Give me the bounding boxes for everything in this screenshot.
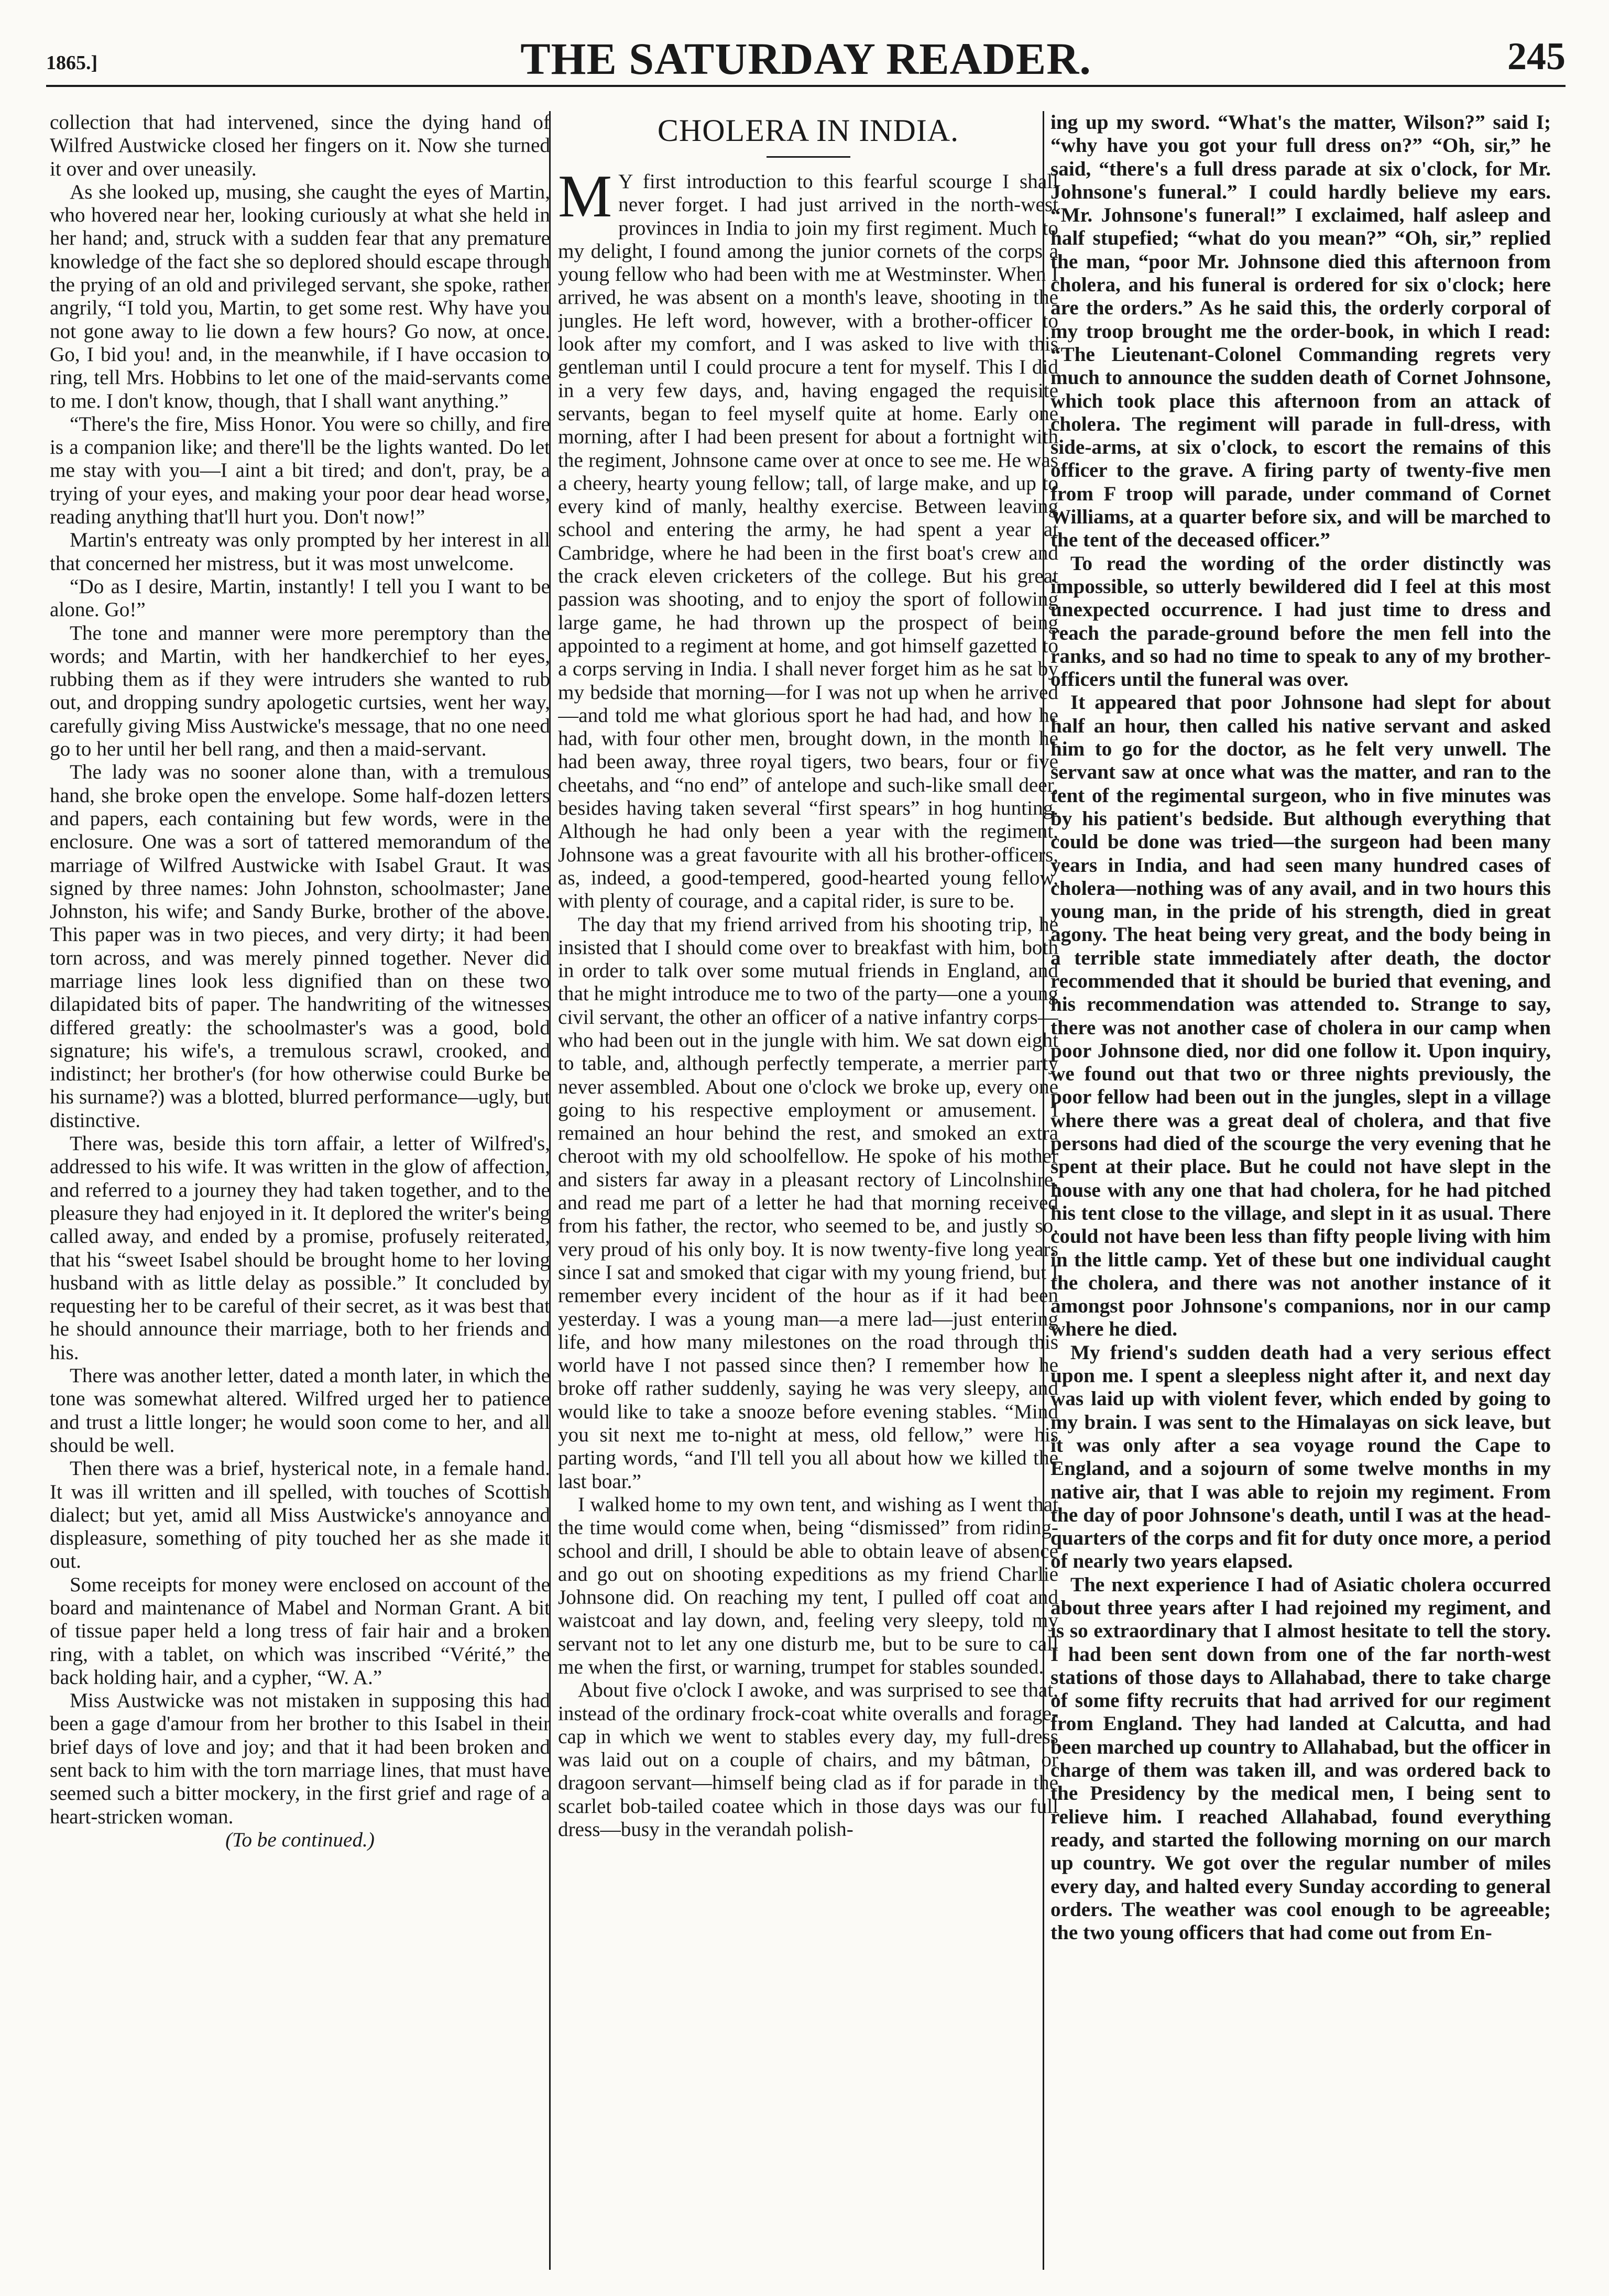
article-paragraph: It appeared that poor Johnsone had slept for about half an hour, then called his native servant and asked him to go for the doctor, as he felt very unwell. The servant saw at once what was the matter, and ran to the tent of the regimental surgeon, who in five minutes was by his patient's bedside. But although everything that could be done was tried—the surgeon had been many years in India, and had seen many hundred cases of cholera—nothing was of any avail, and in two hours this young man, in the pride of his strength, died in great agony. The heat being very great, and the body being in a terrible state immediately after death, the doctor recommended that it should be buried that evening, and his recommendation was attended to. Strange to say, there was not another case of cholera in our camp when poor Johnsone died, nor did one follow it. Upon inquiry, we found out that two or three nights previously, the poor fellow had been out in the jungles, slept in a village where there was a great deal of cholera, and that five persons had died of the scourge the very evening that he spent at their place. But he could not have slept in the house with any one that had cholera, for he had pitched his tent close to the village, and slept in it as usual. There could not have been less than fifty people living with him in the little camp. Yet of these but one individual caught the cholera, and there was not another instance of it amongst poor Johnsone's companions, nor in our camp where he died. xyxy=(1050,691,1551,1341)
issue-year: 1865.] xyxy=(46,52,98,74)
publication-title: THE SATURDAY READER. xyxy=(520,34,1091,84)
masthead-rule xyxy=(46,85,1566,87)
masthead xyxy=(46,30,1566,83)
article-paragraph: My friend's sudden death had a very serious effect upon me. I spent a sleepless night after it, and next day was laid up with violent fever, which ended by going to my brain. I was sent to the Himalayas on sick leave, but it was only after a sea voyage round the Cape to England, and a sojourn of some twelve months in my native air, that I was able to rejoin my regiment. From the day of poor Johnsone's death, until I was at the head-quarters of the corps and fit for duty once more, a period of nearly two years elapsed. xyxy=(1050,1341,1551,1573)
to-be-continued: (To be continued.) xyxy=(225,1828,375,1851)
article-paragraph-text: Y first introduction to this fearful scourge I shall never forget. I had just arrived in the north-west provinces in India to join my first regiment. Much to my delight, I found among the junior cornets of the corps a young fellow who had been with me at Westminster. When I arrived, he was absent on a month's leave, shooting in the jungles. He left word, however, with a brother-officer to look after my comfort, and I was asked to live with this gentleman until I could procure a tent for myself. This I did in a very few days, and, having engaged the requisite servants, began to feel myself quite at home. Early one morning, after I had been present for about a fortnight with the regiment, Johnsone came over at once to see me. He was a cheery, hearty young fellow; tall, of large make, and up to every kind of manly, healthy exercise. Between leaving school and entering the army, he had spent a year at Cambridge, where he had been in the first boat's crew and the crack eleven cricketers of the college. But his great passion was shooting, and to enjoy the sport of following large game, he had thrown up the prospect of being appointed to a regiment at home, and got himself gazetted to a corps serving in India. I shall never forget him as he sat by my bedside that morning—for I was not up when he arrived—and told me what glorious sport he had had, and how he had, with four other men, brought down, in the month he had been away, three royal tigers, two bears, four or five cheetahs, and “no end” of antelope and such-like small deer, besides having taken several “first spears” in hog hunting. Although he had only been a year with the regiment, Johnsone was a great favourite with all his brother-officers, as, indeed, a good-tempered, good-hearted young fellow, with plenty of courage, and a capital rider, is sure to be. xyxy=(558,170,1058,913)
page-number: 245 xyxy=(1507,35,1566,78)
article-paragraph: ing up my sword. “What's the matter, Wilson?” said I; “why have you got your full dress on?” “Oh, sir,” he said, “there's a full dress parade at six o'clock, for Mr. Johnsone's funeral.” I could hardly believe my ears. “Mr. Johnsone's funeral!” I exclaimed, half asleep and half stupefied; “what do you mean?” “Oh, sir,” replied the man, “poor Mr. Johnsone died this afternoon from cholera, and his funeral is ordered for six o'clock; here are the orders.” As he said this, the orderly corporal of my troop brought me the order-book, in which I read: “The Lieutenant-Colonel Commanding regrets very much to announce the sudden death of Cornet Johnsone, which took place this afternoon from an attack of cholera. The regiment will parade in full-dress, with side-arms, at six o'clock, to escort the remains of this officer to the grave. A firing party of twenty-five men from F troop will parade, under command of Cornet Williams, at a quarter before six, and will be marched to the tent of the deceased officer.” xyxy=(1050,111,1551,552)
drop-cap: M xyxy=(558,163,612,230)
story-paragraph: There was, beside this torn affair, a letter of Wilfred's, addressed to his wife. It was written in the glow of affection, and referred to a journey they had taken together, and to the pleasure they had enjoyed in it. It deplored the writer's being called away, and ended by a promise, profusely reiterated, that his “sweet Isabel should be brought home to her loving husband with as little delay as possible.” It concluded by requesting her to be careful of their secret, as it was best that he should announce their marriage, both to her friends and his. xyxy=(50,1132,550,1364)
story-paragraph: “There's the fire, Miss Honor. You were so chilly, and fire is a companion like; and there'll be the lights wanted. Do let me stay with you—I aint a bit tired; and don't, pray, be a trying of your eyes, and making your poor dear head worse, reading anything that'll hurt you. Don't now!” xyxy=(50,412,550,529)
column-cholera-continued xyxy=(1050,111,1551,2265)
story-paragraph: Miss Austwicke was not mistaken in supposing this had been a gage d'amour from her brother to this Isabel in their brief days of love and joy; and that it had been broken and sent back to him with the torn marriage lines, that must have seemed such a bitter mockery, in the first grief and rage of a heart-stricken woman. xyxy=(50,1689,550,1828)
story-paragraph: collection that had intervened, since the dying hand of Wilfred Austwicke closed her fingers on it. Now she turned it over and over uneasily. xyxy=(50,111,550,180)
story-paragraph: As she looked up, musing, she caught the eyes of Martin, who hovered near her, looking curiously at what she held in her hand; and, struck with a sudden fear that any premature knowledge of the fact she so deplored should escape through the prying of an old and privileged servant, she spoke, rather angrily, “I told you, Martin, to get some rest. Why have you not gone away to lie down a few hours? Go now, at once. Go, I bid you! and, in the meanwhile, if I have occasion to ring, tell Mrs. Hobbins to let one of the maid-servants come to me. I don't know, though, that I shall want anything.” xyxy=(50,180,550,412)
story-paragraph: The tone and manner were more peremptory than the words; and Martin, with her handkerchief to her eyes, rubbing them as if they were intruders she wanted to rub out, and dropping sundry apologetic curtsies, went her way, carefully giving Miss Austwicke's message, that no one need go to her until her bell rang, and then a maid-servant. xyxy=(50,621,550,761)
story-paragraph: “Do as I desire, Martin, instantly! I tell you I want to be alone. Go!” xyxy=(50,575,550,621)
column-cholera-article xyxy=(558,111,1058,2265)
story-paragraph: Then there was a brief, hysterical note, in a female hand. It was ill written and ill spelled, with touches of Scottish dialect; but yet, amid all Miss Austwicke's annoyance and displeasure, something of pity touched her as she made it out. xyxy=(50,1457,550,1573)
column-serial-story xyxy=(50,111,550,2265)
article-paragraph: The day that my friend arrived from his shooting trip, he insisted that I should come over to breakfast with him, both in order to talk over some mutual friends in England, and that he might introduce me to two of the party—one a young civil servant, the other an officer of a native infantry corps—who had been out in the jungle with him. We sat down eight to table, and, although perfectly temperate, a merrier party never assembled. About one o'clock we broke up, every one going to his respective employment or amusement. I remained an hour behind the rest, and smoked an extra cheroot with my old schoolfellow. He spoke of his mother and sisters far away in a pleasant rectory of Lincolnshire, and read me part of a letter he had that morning received from his father, the rector, who seemed to be, and justly so, very proud of his only boy. It is now twenty-five long years since I sat and smoked that cigar with my young friend, but I remember every incident of the hour as if it had been yesterday. I was a young man—a mere lad—just entering life, and how many milestones on the road through this world have I not passed since then? I remember how he broke off rather suddenly, saying he was very sleepy, and would like to take a snooze before evening stables. “Mind you sit next me to-night at mess, old fellow,” were his parting words, “and I'll tell you all about how we killed the last boar.” xyxy=(558,913,1058,1493)
article-paragraph: To read the wording of the order distinctly was impossible, so utterly bewildered did I feel at this most unexpected occurrence. I had just time to dress and reach the parade-ground before the men fell into the ranks, and so had no time to speak to any of my brother-officers until the funeral was over. xyxy=(1050,552,1551,691)
article-title: CHOLERA IN INDIA. xyxy=(657,113,959,148)
story-paragraph: There was another letter, dated a month later, in which the tone was somewhat altered. Wilfred urged her to patience and trust a little longer; he would soon come to her, and all should be well. xyxy=(50,1364,550,1457)
title-rule xyxy=(767,156,850,158)
article-paragraph xyxy=(558,163,1058,913)
article-paragraph: The next experience I had of Asiatic cholera occurred about three years after I had rejoined my regiment, and is so extraordinary that I almost hesitate to tell the story. I had been sent down from one of the far north-west stations of those days to Allahabad, there to take charge of some fifty recruits that had arrived for our regiment from England. They had landed at Calcutta, and had been marched up country to Allahabad, but the officer in charge of them was taken ill, and was ordered back to the Presidency by the medical men, I being sent to relieve him. I reached Allahabad, found everything ready, and started the following morning on our march up country. We got over the regular number of miles every day, and halted every Sunday according to general orders. The weather was cool enough to be agreeable; the two young officers that had come out from En- xyxy=(1050,1573,1551,1944)
article-paragraph: I walked home to my own tent, and wishing as I went that the time would come when, being “dismissed” from riding-school and drill, I should be able to obtain leave of absence and go out on shooting expeditions as my friend Charlie Johnsone did. On reaching my tent, I pulled off coat and waistcoat and lay down, and, feeling very sleepy, told my servant not to let any one disturb me, but to be sure to call me when the first, or warning, trumpet for stables sounded. xyxy=(558,1493,1058,1678)
story-paragraph: Some receipts for money were enclosed on account of the board and maintenance of Mabel and Norman Grant. A bit of tissue paper held a long tress of fair hair and a broken ring, with a tablet, on which was inscribed “Vérité,” the back holding hair, and a cypher, “W. A.” xyxy=(50,1573,550,1689)
story-paragraph: The lady was no sooner alone than, with a tremulous hand, she broke open the envelope. Some half-dozen letters and papers, each containing but few words, were in the enclosure. One was a sort of tattered memorandum of the marriage of Wilfred Austwicke with Isabel Graut. It was signed by three names: John Johnston, schoolmaster; Jane Johnston, his wife; and Sandy Burke, brother of the above. This paper was in two pieces, and very dirty; it had been torn across, and was merely pinned together. Never did marriage lines look less dignified than on these two dilapidated bits of paper. The handwriting of the witnesses differed greatly: the schoolmaster's was a good, bold signature; his wife's, a tremulous scrawl, crooked, and indistinct; her brother's (for how otherwise could Burke be his surname?) was a blotted, blurred performance—ugly, but distinctive. xyxy=(50,761,550,1132)
article-paragraph: About five o'clock I awoke, and was surprised to see that, instead of the ordinary frock-coat white overalls and forage-cap in which we went to stables every day, my full-dress was laid out on a couple of chairs, and my bâtman, or dragoon servant—himself being clad as if for parade in the scarlet bob-tailed coatee which in those days was our full dress—busy in the verandah polish- xyxy=(558,1679,1058,1841)
story-paragraph: Martin's entreaty was only prompted by her interest in all that concerned her mistress, but it was most unwelcome. xyxy=(50,529,550,575)
